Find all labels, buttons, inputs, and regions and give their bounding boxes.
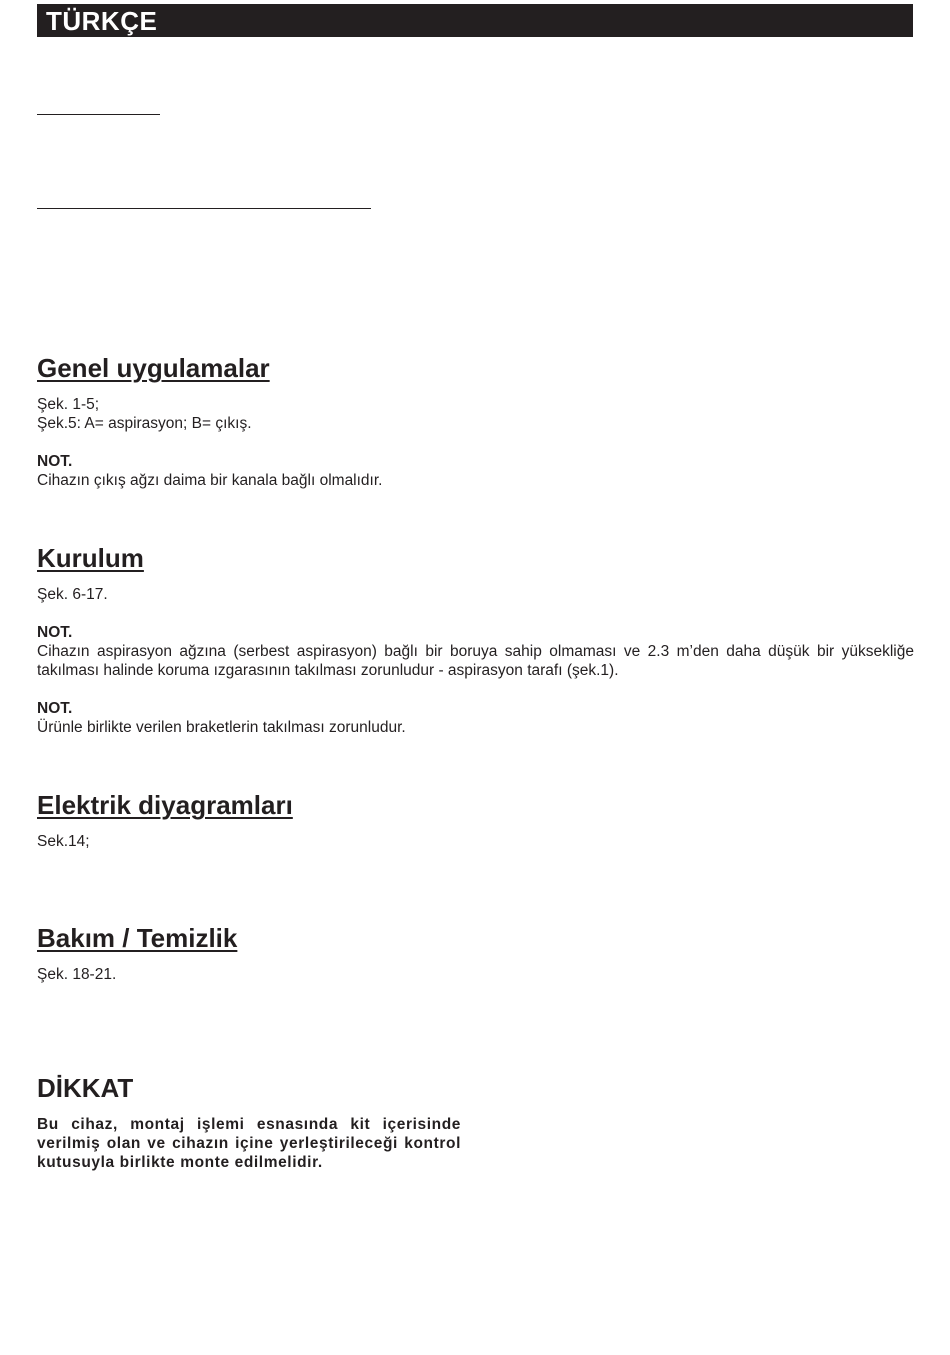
note-text: Cihazın aspirasyon ağzına (serbest aspirasyon) bağlı bir boruya sahip olmaması ve 2.3 m’den daha düşük bir yüksekliğe takılması halinde koruma ızgarasının takılması zorunludur - aspirasyon tarafı (şek.1). [37, 643, 914, 679]
note-text: Ürünle birlikte verilen braketlerin takılması zorunludur. [37, 719, 406, 736]
figure-reference: Şek. 1-5; [37, 396, 100, 413]
note-label: NOT. [37, 624, 73, 641]
section-heading: Genel uygulamalar [37, 353, 270, 383]
note-label: NOT. [37, 700, 73, 717]
section-electrical-diagrams [37, 790, 914, 851]
warning-text: Bu cihaz, montaj işlemi esnasında kit içerisinde verilmiş olan ve cihazın içine yerleştirileceği kontrol kutusuyla birlikte monte edilmelidir. [37, 1116, 461, 1171]
warning-heading: DİKKAT [37, 1073, 134, 1103]
section-installation [37, 543, 914, 737]
language-title: TÜRKÇE [46, 6, 158, 36]
blank-line-short [37, 114, 160, 115]
note-label: NOT. [37, 453, 73, 470]
figure-legend: Şek.5: A= aspirasyon; B= çıkış. [37, 415, 252, 432]
section-heading: Bakım / Temizlik [37, 923, 238, 953]
note-text: Cihazın çıkış ağzı daima bir kanala bağlı olmalıdır. [37, 472, 383, 489]
section-heading: Kurulum [37, 543, 144, 573]
figure-reference: Sek.14; [37, 833, 90, 850]
section-general-applications [37, 353, 914, 490]
language-header-bar [37, 4, 913, 37]
blank-line-long [37, 208, 371, 209]
figure-reference: Şek. 6-17. [37, 586, 108, 603]
section-warning [37, 1073, 914, 1172]
section-maintenance [37, 923, 914, 984]
figure-reference: Şek. 18-21. [37, 966, 117, 983]
section-heading: Elektrik diyagramları [37, 790, 293, 820]
